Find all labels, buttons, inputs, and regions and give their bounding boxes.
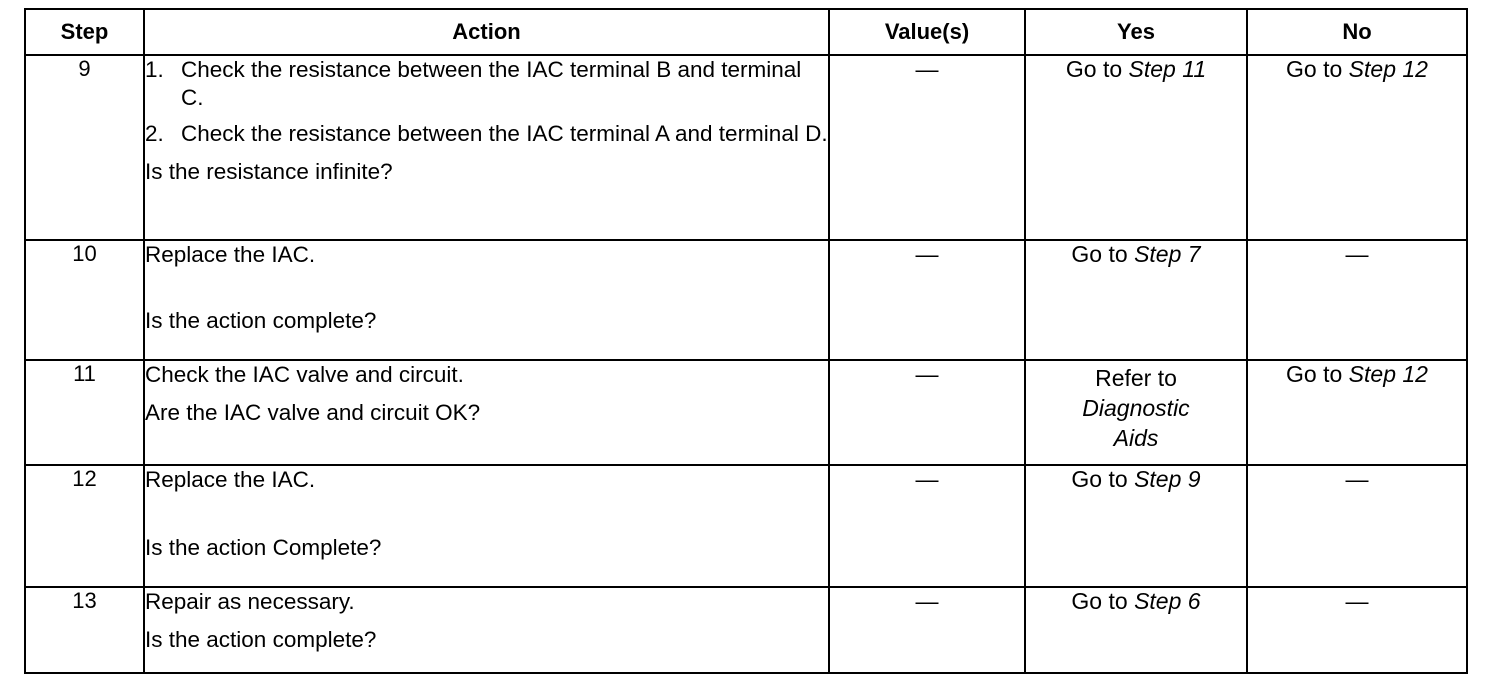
yes-cell [1025, 240, 1247, 360]
list-item [145, 120, 828, 148]
value-cell: — [829, 240, 1025, 360]
diagnostic-table [24, 8, 1468, 674]
action-cell [144, 55, 829, 240]
list-text: Check the resistance between the IAC terminal A and terminal D. [181, 121, 828, 146]
yes-cell [1025, 465, 1247, 587]
list-number: 1. [145, 57, 164, 82]
no-cell: — [1247, 465, 1467, 587]
list-item [145, 56, 828, 112]
yes-line: Refer to [1095, 365, 1177, 391]
step-number: 10 [25, 240, 144, 360]
step-number: 13 [25, 587, 144, 673]
list-number: 2. [145, 121, 164, 146]
table-row [25, 55, 1467, 240]
action-text: Replace the IAC. [145, 242, 316, 267]
no-cell: — [1247, 587, 1467, 673]
yes-prefix: Go to [1071, 466, 1135, 492]
yes-prefix: Go to [1065, 56, 1129, 82]
step-number: 9 [25, 55, 144, 240]
action-cell [144, 240, 829, 360]
yes-cell [1025, 587, 1247, 673]
no-prefix: Go to [1286, 361, 1349, 387]
yes-link-aids[interactable]: Aids [1113, 425, 1159, 451]
yes-prefix: Go to [1071, 241, 1135, 267]
header-step: Step [25, 9, 144, 55]
yes-step-link[interactable]: Step 7 [1134, 241, 1201, 267]
header-yes: Yes [1025, 9, 1247, 55]
header-row [25, 9, 1467, 55]
no-cell [1247, 55, 1467, 240]
no-prefix: Go to [1286, 56, 1349, 82]
question-text: Is the action complete? [145, 308, 377, 333]
value-cell: — [829, 360, 1025, 465]
yes-prefix: Go to [1071, 588, 1135, 614]
action-cell [144, 587, 829, 673]
action-cell [144, 465, 829, 587]
question-text: Is the action complete? [145, 627, 377, 652]
value-cell: — [829, 55, 1025, 240]
header-values: Value(s) [829, 9, 1025, 55]
header-no: No [1247, 9, 1467, 55]
yes-cell [1025, 360, 1247, 465]
action-cell [144, 360, 829, 465]
yes-cell [1025, 55, 1247, 240]
question-text: Is the resistance infinite? [145, 159, 393, 184]
table-row [25, 587, 1467, 673]
value-cell: — [829, 465, 1025, 587]
no-step-link[interactable]: Step 12 [1348, 361, 1428, 387]
question-text: Are the IAC valve and circuit OK? [145, 400, 481, 425]
table-row [25, 360, 1467, 465]
step-number: 11 [25, 360, 144, 465]
yes-step-link[interactable]: Step 9 [1134, 466, 1201, 492]
no-step-link[interactable]: Step 12 [1348, 56, 1428, 82]
yes-step-link[interactable]: Step 6 [1134, 588, 1201, 614]
action-text: Repair as necessary. [145, 589, 355, 614]
action-text: Replace the IAC. [145, 467, 316, 492]
action-text: Check the IAC valve and circuit. [145, 362, 464, 387]
no-cell [1247, 360, 1467, 465]
table-row [25, 240, 1467, 360]
no-cell: — [1247, 240, 1467, 360]
question-text: Is the action Complete? [145, 535, 382, 560]
table-row [25, 465, 1467, 587]
yes-link-diagnostic-aids[interactable]: Diagnostic [1082, 395, 1190, 421]
value-cell: — [829, 587, 1025, 673]
header-action: Action [144, 9, 829, 55]
list-text: Check the resistance between the IAC terminal B and terminal C. [181, 57, 802, 110]
step-number: 12 [25, 465, 144, 587]
yes-step-link[interactable]: Step 11 [1128, 56, 1207, 82]
